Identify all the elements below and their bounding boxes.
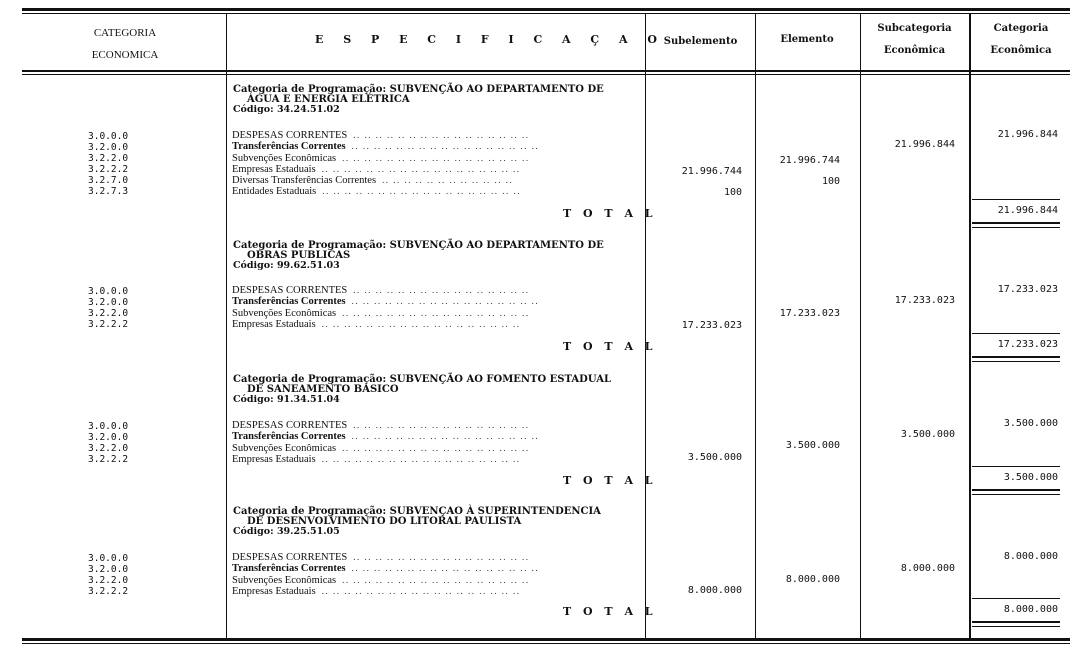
list-item: Transferências Correntes .. .. .. .. .. .. .. .. .. .. .. .. .. .. .. .. .. (232, 141, 540, 153)
section-codigo: Código: 99.62.51.03 (233, 260, 340, 271)
total-value: 3.500.000 (1003, 472, 1058, 483)
list-item: Entidades Estaduais .. .. .. .. .. .. .. .. .. .. .. .. .. .. .. .. .. .. (232, 186, 522, 198)
total-value: 21.996.844 (997, 205, 1058, 216)
header-col1-line2: ECONOMICA (91, 49, 159, 61)
total-rule-top (972, 598, 1060, 599)
header-col1-line1: CATEGORIA (93, 27, 157, 39)
header-subelemento: Subelemento (663, 36, 738, 47)
header-especificacao: E S P E C I F I C A Ç A O (315, 33, 665, 46)
item-label: Transferências Correntes (232, 141, 346, 153)
total-value: 17.233.023 (997, 339, 1058, 350)
code: 3.2.0.0 (88, 564, 129, 575)
list-item: Subvenções Econômicas .. .. .. .. .. .. .. .. .. .. .. .. .. .. .. .. .. (232, 442, 530, 454)
elemento-value: 17.233.023 (779, 308, 840, 319)
list-item: Subvenções Econômicas .. .. .. .. .. .. .. .. .. .. .. .. .. .. .. .. .. (232, 152, 530, 164)
section-title-line1: Categoria de Programação: SUBVENÇÃO AO DEPARTAMENTO DE (233, 84, 604, 95)
col-divider-1 (226, 14, 227, 638)
code: 3.2.0.0 (88, 297, 129, 308)
code: 3.0.0.0 (88, 286, 129, 297)
categoria-value: 3.500.000 (1003, 418, 1058, 429)
total-label: T O T A L (563, 207, 657, 220)
header-col5-line2: Econômica (883, 45, 946, 56)
list-item: DESPESAS CORRENTES .. .. .. .. .. .. .. .. .. .. .. .. .. .. .. .. (232, 285, 530, 296)
section-items (232, 420, 647, 465)
item-label: Entidades Estaduais (232, 186, 317, 198)
item-label: Diversas Transferências Correntes (232, 175, 377, 187)
categoria-value: 8.000.000 (1003, 551, 1058, 562)
item-label: Subvenções Econômicas (232, 442, 337, 454)
elemento-value: 100 (821, 176, 840, 187)
item-label: Subvenções Econômicas (232, 574, 337, 586)
total-rule-bottom-2 (972, 361, 1060, 362)
list-item: DESPESAS CORRENTES .. .. .. .. .. .. .. .. .. .. .. .. .. .. .. .. (232, 130, 530, 141)
total-label: T O T A L (563, 605, 657, 618)
total-rule-top (972, 333, 1060, 334)
section-title-line2: DE SANEAMENTO BASICO (247, 384, 399, 395)
code: 3.0.0.0 (88, 131, 129, 142)
list-item: Empresas Estaduais .. .. .. .. .. .. .. .. .. .. .. .. .. .. .. .. .. .. (232, 318, 521, 330)
section-codes (88, 286, 148, 330)
section-codigo: Código: 34.24.51.02 (233, 104, 340, 115)
top-rule (22, 8, 1070, 11)
code: 3.2.2.2 (88, 319, 129, 330)
total-rule-bottom-2 (972, 227, 1060, 228)
header-col6-line2: Econômica (990, 45, 1052, 56)
item-label: Empresas Estaduais (232, 318, 316, 330)
col-divider-5 (969, 14, 971, 638)
item-label: Empresas Estaduais (232, 453, 316, 465)
item-label: Empresas Estaduais (232, 585, 316, 597)
header-bottom-rule (22, 70, 1070, 72)
code: 3.2.2.0 (88, 575, 129, 586)
item-label: Transferências Correntes (232, 296, 346, 308)
section-codigo: Código: 39.25.51.05 (233, 526, 340, 537)
code: 3.2.0.0 (88, 142, 129, 153)
list-item: Subvenções Econômicas .. .. .. .. .. .. .. .. .. .. .. .. .. .. .. .. .. (232, 574, 530, 586)
list-item: Empresas Estaduais .. .. .. .. .. .. .. .. .. .. .. .. .. .. .. .. .. .. (232, 585, 521, 597)
list-item: Diversas Transferências Correntes .. .. .. .. .. .. .. .. .. .. .. .. (232, 175, 514, 187)
total-rule-bottom (972, 356, 1060, 358)
list-item: DESPESAS CORRENTES .. .. .. .. .. .. .. .. .. .. .. .. .. .. .. .. (232, 420, 530, 431)
col-divider-4 (860, 14, 861, 638)
code: 3.2.2.0 (88, 308, 129, 319)
section-codes (88, 131, 148, 197)
subcategoria-value: 8.000.000 (900, 563, 955, 574)
section-title-line1: Categoria de Programação: SUBVENÇÃO AO DEPARTAMENTO DE (233, 240, 604, 251)
header-subcategoria (862, 18, 967, 62)
section-title-line2: DE DESENVOLVIMENTO DO LITORAL PAULISTA (247, 516, 522, 527)
item-label: Subvenções Econômicas (232, 307, 337, 319)
list-item: Transferências Correntes .. .. .. .. .. .. .. .. .. .. .. .. .. .. .. .. .. (232, 563, 540, 575)
subelemento-value: 3.500.000 (687, 452, 742, 463)
section-items (232, 285, 647, 330)
code: 3.0.0.0 (88, 553, 129, 564)
list-item: Transferências Correntes .. .. .. .. .. .. .. .. .. .. .. .. .. .. .. .. .. (232, 296, 540, 308)
list-item: Transferências Correntes .. .. .. .. .. .. .. .. .. .. .. .. .. .. .. .. .. (232, 431, 540, 443)
section-items (232, 552, 647, 597)
item-label: DESPESAS CORRENTES (232, 552, 348, 563)
header-col5-line1: Subcategoria (877, 23, 952, 34)
code: 3.2.0.0 (88, 432, 129, 443)
header-elemento: Elemento (780, 34, 834, 45)
section-title-line2: OBRAS PUBLICAS (247, 250, 351, 261)
code: 3.2.2.2 (88, 586, 129, 597)
section-title (233, 507, 653, 537)
section-title-line1: Categoria de Programação: SUBVENÇAO À SUPERINTENDENCIA (233, 506, 601, 517)
top-rule-thin (22, 13, 1070, 14)
item-label: Subvenções Econômicas (232, 152, 337, 164)
code: 3.0.0.0 (88, 421, 129, 432)
section-codes (88, 421, 148, 465)
section-codes (88, 553, 148, 597)
subelemento-value: 8.000.000 (687, 585, 742, 596)
subelemento-value: 100 (723, 187, 742, 198)
categoria-value: 21.996.844 (997, 129, 1058, 140)
item-label: Empresas Estaduais (232, 163, 316, 175)
total-rule-bottom (972, 222, 1060, 224)
total-rule-bottom-2 (972, 494, 1060, 495)
section-codigo: Código: 91.34.51.04 (233, 394, 340, 405)
list-item: Subvenções Econômicas .. .. .. .. .. .. .. .. .. .. .. .. .. .. .. .. .. (232, 307, 530, 319)
total-rule-top (972, 466, 1060, 467)
code: 3.2.7.0 (88, 175, 129, 186)
item-label: Transferências Correntes (232, 431, 346, 443)
elemento-value: 8.000.000 (785, 574, 840, 585)
item-label: DESPESAS CORRENTES (232, 130, 348, 141)
section-title-line1: Categoria de Programação: SUBVENÇÃO AO FOMENTO ESTADUAL (233, 374, 612, 385)
header-col6-line1: Categoria (993, 23, 1049, 34)
header-categoria-economica (50, 22, 200, 66)
subelemento-value: 21.996.744 (681, 166, 742, 177)
bottom-rule-thin (22, 643, 1070, 644)
total-rule-bottom-2 (972, 626, 1060, 627)
list-item: Empresas Estaduais .. .. .. .. .. .. .. .. .. .. .. .. .. .. .. .. .. .. (232, 453, 521, 465)
total-rule-top (972, 199, 1060, 200)
section-title-line2: ÁGUA E ENERGIA ELÉTRICA (247, 94, 410, 105)
bottom-rule (22, 638, 1070, 641)
subelemento-value: 17.233.023 (681, 320, 742, 331)
total-rule-bottom (972, 621, 1060, 623)
subcategoria-value: 3.500.000 (900, 429, 955, 440)
code: 3.2.7.3 (88, 186, 129, 197)
subcategoria-value: 17.233.023 (894, 295, 955, 306)
total-label: T O T A L (563, 340, 657, 353)
col-divider-3 (755, 14, 756, 638)
list-item: DESPESAS CORRENTES .. .. .. .. .. .. .. .. .. .. .. .. .. .. .. .. (232, 552, 530, 563)
code: 3.2.2.2 (88, 454, 129, 465)
total-value: 8.000.000 (1003, 604, 1058, 615)
header-categoria (972, 18, 1070, 62)
header-bottom-rule-2 (22, 74, 1070, 75)
item-label: DESPESAS CORRENTES (232, 420, 348, 431)
elemento-value: 3.500.000 (785, 440, 840, 451)
total-label: T O T A L (563, 474, 657, 487)
elemento-value: 21.996.744 (779, 155, 840, 166)
code: 3.2.2.0 (88, 153, 129, 164)
section-items (232, 130, 647, 198)
item-label: DESPESAS CORRENTES (232, 285, 348, 296)
total-rule-bottom (972, 489, 1060, 491)
section-title (233, 241, 653, 271)
list-item: Empresas Estaduais .. .. .. .. .. .. .. .. .. .. .. .. .. .. .. .. .. .. (232, 163, 521, 175)
code: 3.2.2.2 (88, 164, 129, 175)
code: 3.2.2.0 (88, 443, 129, 454)
item-label: Transferências Correntes (232, 563, 346, 575)
subcategoria-value: 21.996.844 (894, 139, 955, 150)
section-title (233, 375, 653, 405)
section-title (233, 85, 653, 115)
categoria-value: 17.233.023 (997, 284, 1058, 295)
